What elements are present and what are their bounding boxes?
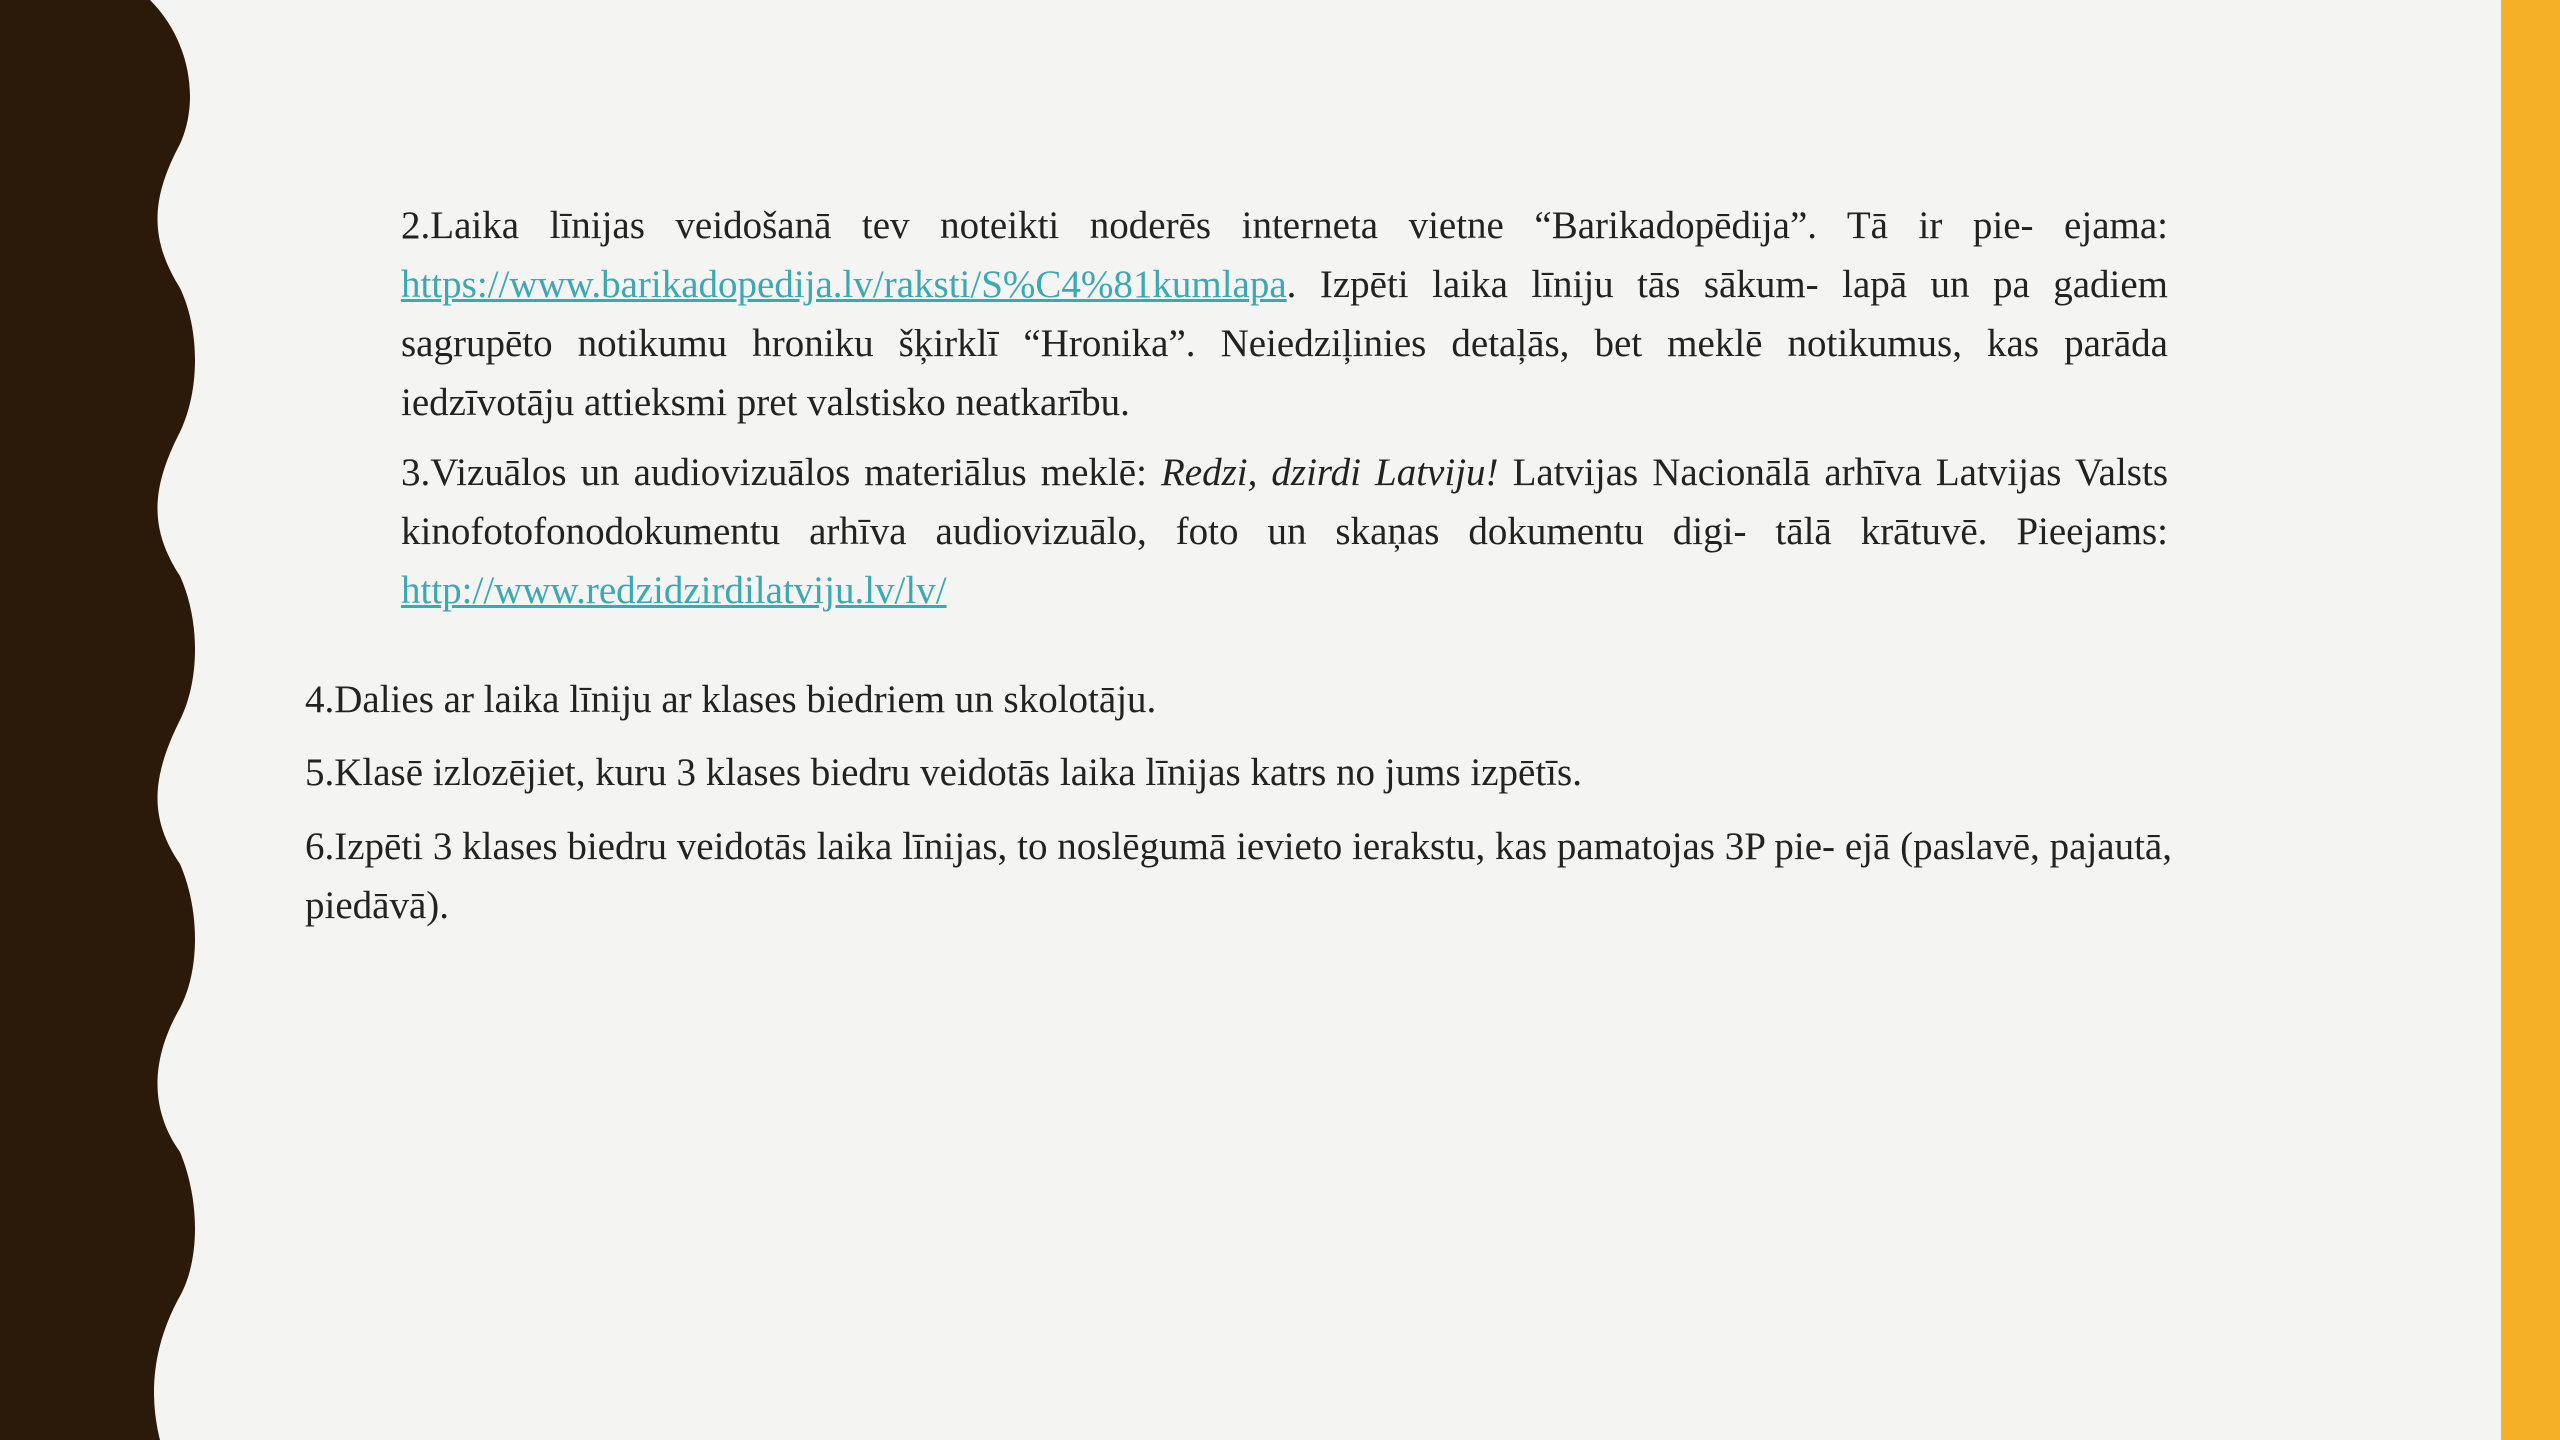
item-3 [401, 443, 2168, 620]
item-6 [305, 817, 2172, 935]
left-wave-decoration [0, 0, 200, 1440]
item-3-prefix: 3.Vizuālos un audiovizuālos materiālus meklē: [401, 451, 1161, 494]
item-3-middle: Latvijas Nacionālā arhīva Latvijas Valsts kinofotofonodokumentu arhīva audiovizuālo, foto un skaņas dokumentu digi- tālā krātuvē. Pieejams: [401, 451, 2168, 553]
item-2-prefix: 2.Laika līnijas veidošanā tev noteikti noderēs interneta vietne “Barikadopēdija”. Tā ir pie- ejama: [401, 204, 2168, 247]
item-4-paragraph: 4.Dalies ar laika līniju ar klases biedriem un skolotāju. [305, 678, 1157, 721]
redzidzirdilatviju-link[interactable]: http://www.redzidzirdilatviju.lv/lv/ [401, 569, 947, 612]
barikadopedija-link[interactable]: https://www.barikadopedija.lv/raksti/S%C4%81kumlapa [401, 263, 1287, 306]
item-6-paragraph: 6.Izpēti 3 klases biedru veidotās laika līnijas, to noslēgumā ievieto ierakstu, kas pamatojas 3P pie- ejā (paslavē, pajautā, piedāvā). [305, 825, 2172, 927]
item-2 [401, 196, 2168, 432]
item-2-suffix: . Izpēti laika līniju tās sākum- lapā un pa gadiem sagrupēto notikumu hroniku šķirklī “Hronika”. Neiedziļinies detaļās, bet meklē notikumus, kas parāda iedzīvotāju attieksmi pret valstisko neatkarību. [401, 263, 2168, 424]
item-4 [305, 670, 2172, 729]
left-wave-shape [0, 0, 195, 1440]
right-accent-bar [2501, 0, 2560, 1440]
item-3-paragraph [401, 443, 2168, 620]
item-2-paragraph [401, 196, 2168, 432]
item-5 [305, 743, 2172, 802]
item-3-italic-title: Redzi, dzirdi Latviju! [1160, 451, 1499, 494]
item-5-paragraph: 5.Klasē izlozējiet, kuru 3 klases biedru veidotās laika līnijas katrs no jums izpētīs. [305, 751, 1582, 794]
